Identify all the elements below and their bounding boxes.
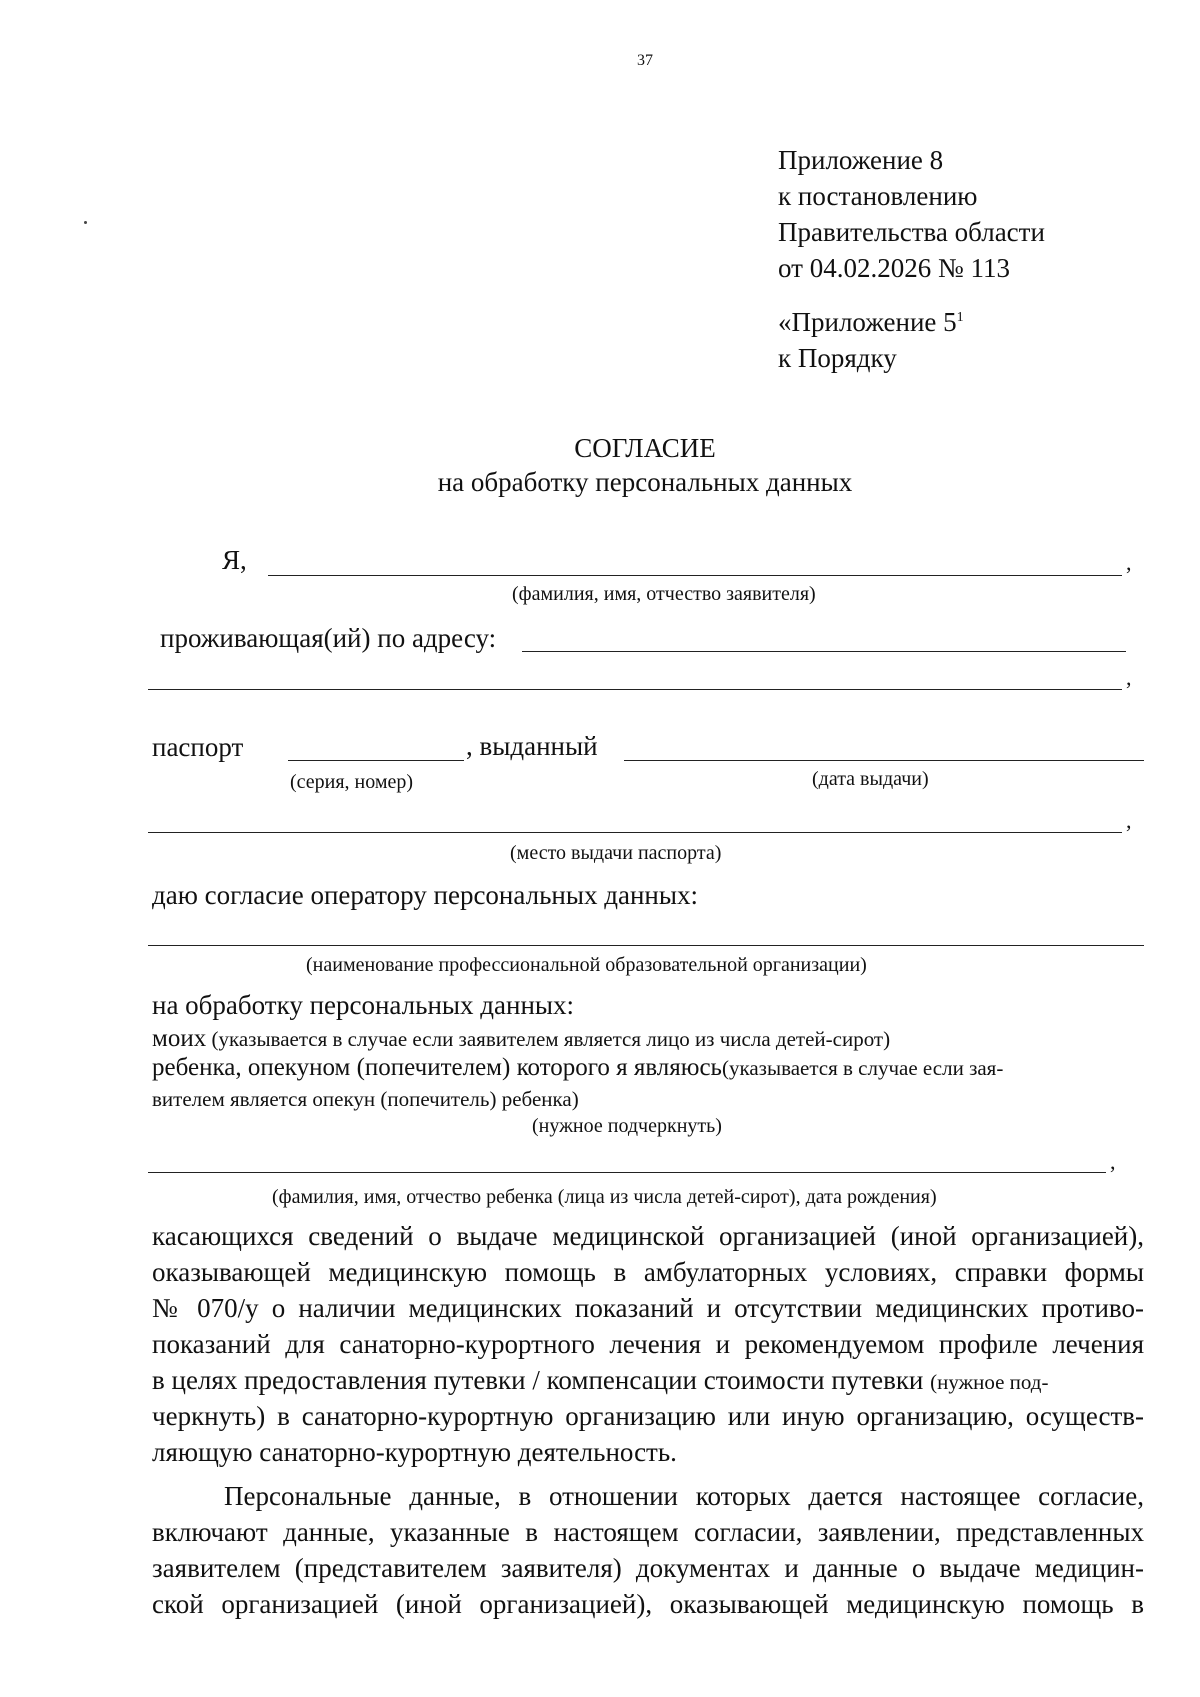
option-mine-text: моих [152,1025,207,1052]
comma: , [1126,665,1132,690]
comma: , [1110,1149,1116,1174]
body-p1-line-6: черкнуть) в санаторно-курортную организацию или иную организацию, осуществ- [152,1401,1144,1431]
processing-label: на обработку персональных данных: [152,990,575,1020]
passport-series-caption: (серия, номер) [290,771,414,793]
option-child[interactable] [152,1054,1003,1082]
body-p2-line-1: Персональные данные, в отношении которых дается настоящее согласие, [224,1481,1144,1511]
order-appendix-superscript: 1 [956,310,964,325]
document-title: СОГЛАСИЕ [574,433,716,463]
body-p1-line-2: оказывающей медицинскую помощь в амбулаторных условиях, справки формы [152,1257,1144,1287]
page-number: 37 [637,52,653,69]
child-name-caption: (фамилия, имя, отчество ребенка (лица из числа детей-сирот), дата рождения) [272,1186,937,1208]
appendix-line-1: Приложение 8 [778,145,944,175]
issue-place-line[interactable] [148,832,1122,833]
ya-label: Я, [222,545,247,575]
document-subtitle: на обработку персональных данных [437,467,853,497]
appendix-line-4: от 04.02.2026 № 113 [778,253,1010,283]
address-line-2[interactable] [148,689,1122,690]
operator-label: даю согласие оператору персональных данных: [152,880,698,910]
address-line-1[interactable] [522,651,1126,652]
organization-line[interactable] [148,945,1144,946]
order-appendix-line-2: к Порядку [778,343,897,373]
appendix-line-2: к постановлению [778,181,978,211]
option-child-note-cont: вителем является опекун (попечитель) ребенка) [152,1087,579,1111]
address-label: проживающая(ий) по адресу: [160,623,497,653]
body-p1-line-5 [152,1365,1144,1396]
applicant-name-caption: (фамилия, имя, отчество заявителя) [512,583,816,605]
comma: , [1126,550,1132,575]
body-p1-line-5-text: в целях предоставления путевки / компенсации стоимости путевки [152,1365,931,1395]
child-name-line[interactable] [148,1172,1106,1173]
option-mine-note: (указывается в случае если заявителем является лицо из числа детей-сирот) [206,1027,891,1051]
body-p1-line-4: показаний для санаторно-курортного лечения и рекомендуемом профиле лечения [152,1329,1144,1359]
body-p1-line-1: касающихся сведений о выдаче медицинской организацией (иной организацией), [152,1221,1144,1251]
appendix-header [778,142,1045,286]
passport-series-line[interactable] [288,760,464,761]
passport-label: паспорт [152,732,244,762]
body-p1-line-7: ляющую санаторно-курортную деятельность. [152,1437,677,1467]
appendix-line-3: Правительства области [778,217,1045,247]
issued-label: , выданный [466,731,598,761]
scan-speck [84,221,87,224]
organization-caption: (наименование профессиональной образовательной организации) [306,954,867,976]
issue-place-caption: (место выдачи паспорта) [510,842,722,864]
issue-date-caption: (дата выдачи) [812,768,929,790]
body-p1-line-3: № 070/у о наличии медицинских показаний и отсутствии медицинских противо- [152,1293,1144,1323]
comma: , [1126,808,1132,833]
body-p2-line-4: ской организацией (иной организацией), оказывающей медицинскую помощь в [152,1589,1144,1619]
order-appendix-title: «Приложение 5 [778,307,957,337]
body-p2-line-2: включают данные, указанные в настоящем согласии, заявлении, представленных [152,1517,1144,1547]
option-mine[interactable] [152,1025,890,1053]
option-child-text: ребенка, опекуном (попечителем) которого я являюсь [152,1054,722,1081]
body-p1-line-5-note: (нужное под- [930,1370,1049,1394]
order-appendix-line-1 [778,300,964,340]
issue-date-line[interactable] [624,760,1144,761]
option-child-note: (указывается в случае если зая- [721,1056,1004,1080]
applicant-name-line[interactable] [268,575,1122,576]
body-p2-line-3: заявителем (представителем заявителя) документах и данные о выдаче медицин- [152,1553,1144,1583]
order-appendix [778,300,964,376]
underline-note: (нужное подчеркнуть) [532,1115,722,1137]
